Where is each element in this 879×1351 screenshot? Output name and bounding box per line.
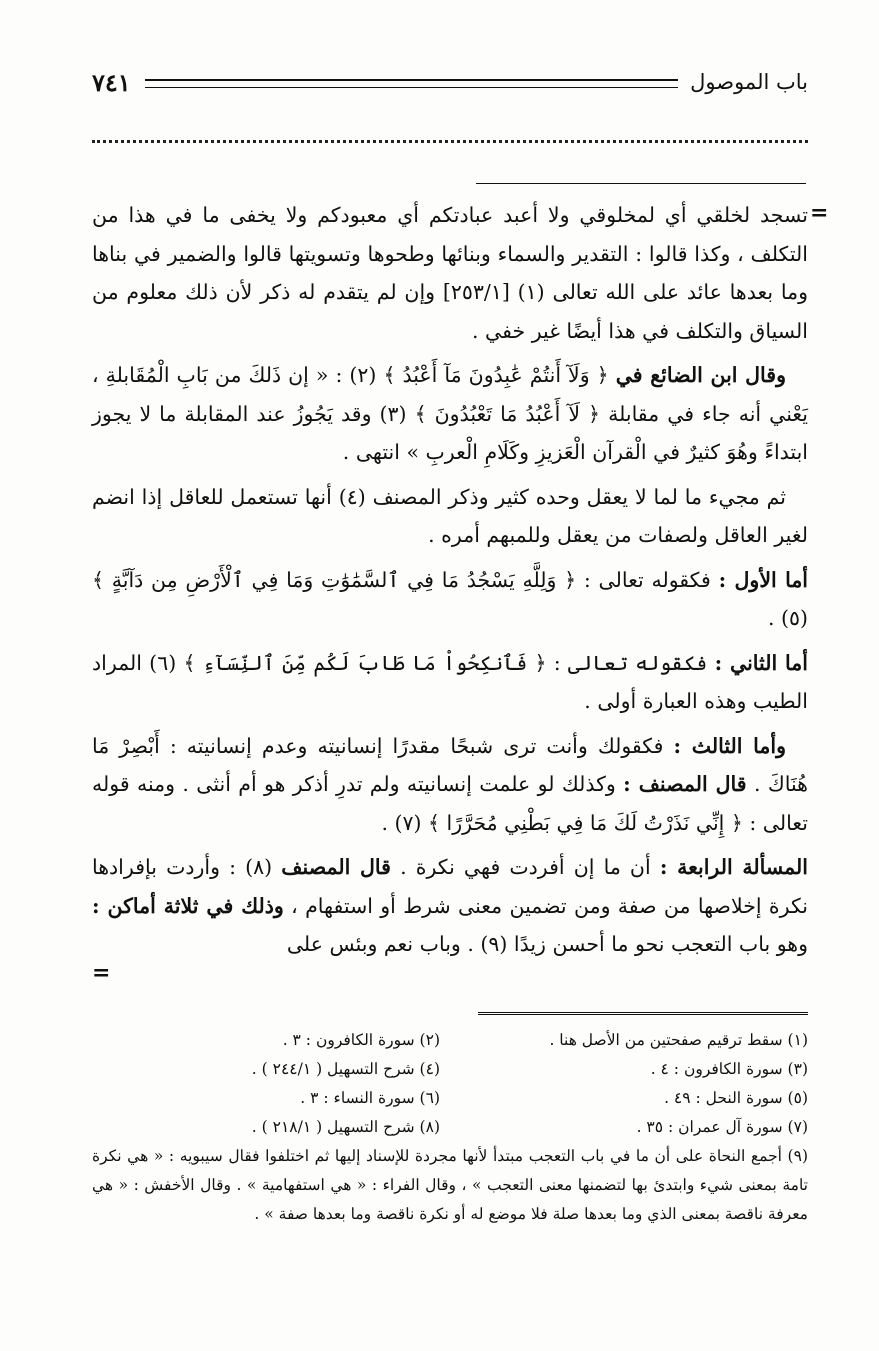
running-header: [92, 62, 808, 102]
paragraph-2: [92, 356, 808, 472]
paragraph-text: فكقوله تعالى : ﴿ وَلِلَّهِ يَسْجُدُ مَا فِي ٱلسَّمَٰوَٰتِ وَمَا فِي ٱلْأَرْضِ مِن دَآبَّةٍ ﴾ (٥) .: [92, 567, 808, 630]
bold-lead: أما الأول :: [718, 567, 808, 592]
paragraph-text: ﴿ وَلَآ أَنتُمْ عَٰبِدُونَ مَآ أَعْبُدُ ﴾ (٢) : « إن ذَلكَ من بَابِ الْمُقَابلةِ ، يَعْني أنه جاء في مقابلة ﴿ لَآ أَعْبُدُ مَا تَعْبُدُونَ ﴾ (٣) وقد يَجُوزُ عند المقابلة ما لا يجوز ابتداءً وهُوَ كثيرٌ في الْقرآن الْعَزيزِ وكَلَامِ الْعربِ » انتهى .: [92, 363, 808, 464]
paragraph-5: [92, 644, 808, 721]
footnote-4: (٤) شرح التسهيل ( ٢٤٤/١ ) .: [251, 1060, 440, 1078]
bold-lead: وأما الثالث :: [673, 733, 786, 758]
paragraph-text: وهو باب التعجب نحو ما أحسن زيدًا (٩) . وباب نعم وبئس على: [286, 932, 808, 956]
paragraph-7: [92, 848, 808, 964]
paragraph-text: فكقوله تعالى : ﴿ فَٱنكِحُواْ مَا طَابَ لَكُم مِّنَ ٱلنِّسَآءِ ﴾ (٦) المراد الطيب وهذه العبارة أولى .: [92, 650, 808, 713]
footnote-7: (٧) سورة آل عمران : ٣٥ .: [636, 1118, 808, 1136]
bold-phrase: وذلك في ثلاثة أماكن :: [92, 893, 284, 918]
footnotes: [92, 1026, 808, 1229]
footnote-9: (٩) أجمع النحاة على أن ما في باب التعجب مبتدأ لأنها مجردة للإسناد إليها ثم اختلفوا فقال سيبويه : « هي نكرة تامة بمعنى شيء وابتدئ بها لتضمنها معنى التعجب » ، وقال الفراء : « هي استفهامية » . وقال الأخفش : « هي معرفة ناقصة بمعنى الذي وما بعدها صلة فلا موضع له أو نكرة ناقصة وما بعدها صفة » .: [92, 1147, 808, 1223]
footnote-grid: [92, 1026, 808, 1142]
bold-phrase: قال المصنف :: [623, 772, 747, 796]
bold-lead: وقال ابن الضائع في: [615, 363, 786, 387]
bold-lead: أما الثاني :: [714, 650, 808, 675]
footnote-6: (٦) سورة النساء : ٣ .: [300, 1089, 440, 1107]
footnote-8: (٨) شرح التسهيل ( ٢١٨/١ ) .: [251, 1118, 440, 1136]
bold-lead: المسألة الرابعة :: [659, 855, 808, 879]
footnote-3: (٣) سورة الكافرون : ٤ .: [650, 1060, 808, 1078]
paragraph-text: (٨) : وأردت بإفرادها نكرة إخلاصها من صفة ومن تضمين معنى شرط أو استفهام ،: [92, 855, 808, 918]
dotted-separator: [92, 140, 808, 157]
paragraph-3: ثم مجيء ما لما لا يعقل وحده كثير وذكر المصنف (٤) أنها تستعمل للعاقل إذا انضم لغير العاقل ولصفات من يعقل وللمبهم أمره .: [92, 484, 808, 547]
footnote-5: (٥) سورة النحل : ٤٩ .: [664, 1089, 808, 1107]
continuation-rule: [476, 183, 806, 184]
header-rule: [145, 79, 678, 88]
continuation-marker: =: [810, 200, 829, 226]
footnote-rule: [478, 1012, 808, 1017]
page-number: ٧٤١: [92, 67, 131, 97]
continues-marker: =: [92, 960, 111, 986]
footnote-1: (١) سقط ترقيم صفحتين من الأصل هنا .: [549, 1031, 808, 1049]
bold-phrase: قال المصنف: [281, 855, 391, 879]
paragraph-text: وكذلك لو علمت إنسانيته ولم تدرِ أذكر هو أم أنثى . ومنه قوله تعالى : ﴿ إِنِّي نَذَرْتُ لَكَ مَا فِي بَطْنِي مُحَرَّرًا ﴾ (٧) .: [92, 772, 808, 835]
footnote-2: (٢) سورة الكافرون : ٣ .: [282, 1031, 440, 1049]
main-text: [92, 196, 808, 970]
paragraph-text: فكقولك وأنت ترى شبحًا مقدرًا إنسانيته وعدم إنسانيته : أَبْصِرْ مَا هُنَاكَ .: [92, 733, 808, 796]
paragraph-6: [92, 727, 808, 843]
paragraph-1: تسجد لخلقي أي لمخلوقي ولا أعبد عبادتكم أي معبودكم ولا يخفى ما في هذا من التكلف ، وكذا قالوا : التقدير والسماء وبنائها وطحوها وتسويتها قالوا والضمير في بناها وما بعدها عائد على الله تعالى (١) [٢٥٣/١] وإن لم يتقدم له ذكر لأن ذلك معلوم من السياق والتكلف في هذا أيضًا غير خفي .: [92, 203, 809, 343]
chapter-title: باب الموصول: [690, 70, 808, 94]
paragraph-4: [92, 561, 808, 638]
paragraph-text: أن ما إن أفردت فهي نكرة .: [400, 855, 651, 879]
